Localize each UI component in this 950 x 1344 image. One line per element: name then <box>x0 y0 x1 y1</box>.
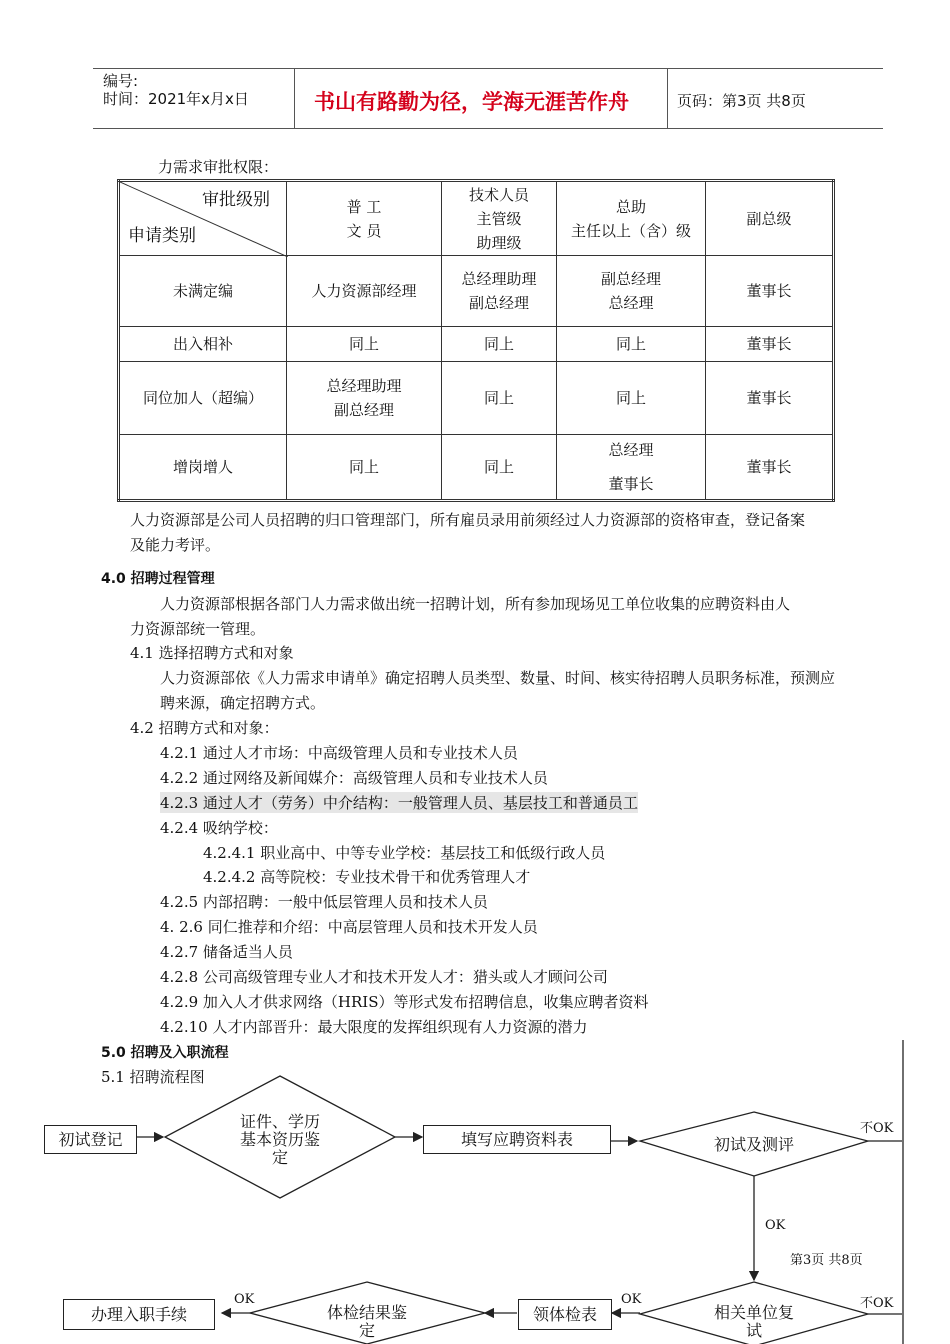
col-header-1: 普 工 文 员 <box>287 181 442 256</box>
para-2b: 力资源部统一管理。 <box>130 620 266 638</box>
ok-label-1: OK <box>765 1218 786 1233</box>
list-item: 4.2.8 公司高级管理专业人才和技术开发人才：猎头或人才顾问公司 <box>160 968 608 986</box>
corner-top-label: 审批级别 <box>202 190 270 210</box>
table-cell: 同上 <box>442 362 557 435</box>
table-cell: 同上 <box>287 435 442 501</box>
header-motto: 书山有路勤为径，学海无涯苦作舟 <box>314 90 629 114</box>
verify-text: 证件、学历 基本资历鉴 定 <box>239 1112 320 1167</box>
list-item: 4.2.1 通过人才市场：中高级管理人员和专业技术人员 <box>160 744 518 762</box>
section-4-1: 4.1 选择招聘方式和对象 <box>130 644 294 662</box>
row-category: 增岗增人 <box>119 435 287 501</box>
para-1a: 人力资源部是公司人员招聘的归口管理部门，所有雇员录用前须经过人力资源部的资格审查，登记备案 <box>130 511 806 529</box>
col-header-2: 技术人员 主管级 助理级 <box>442 181 557 256</box>
onboarding-box: 办理入职手续 <box>63 1299 215 1330</box>
not-ok-label-2: 不OK <box>860 1296 894 1311</box>
row-category: 出入相补 <box>119 327 287 362</box>
table-cell: 同上 <box>442 327 557 362</box>
retest-text: 相关单位复 试 <box>713 1303 794 1340</box>
list-item-highlighted: 4.2.3 通过人才（劳务）中介结构：一般管理人员、基层技工和普通员工 <box>160 794 638 812</box>
table-cell: 同上 <box>287 327 442 362</box>
table-cell: 同上 <box>557 362 706 435</box>
header-number: 编号: <box>103 72 139 90</box>
table-cell: 董事长 <box>706 256 834 327</box>
header-time: 时间：2021年x月x日 <box>103 90 249 108</box>
table-cell: 董事长 <box>706 435 834 501</box>
table-cell: 人力资源部经理 <box>287 256 442 327</box>
table-cell: 同上 <box>442 435 557 501</box>
ok-label-3: OK <box>621 1292 642 1307</box>
list-item: 4.2.2 通过网络及新闻媒介：高级管理人员和专业技术人员 <box>160 769 548 787</box>
fill-form-box: 填写应聘资料表 <box>423 1125 611 1154</box>
row-category: 未满定编 <box>119 256 287 327</box>
para-3a: 人力资源部依《人力需求申请单》确定招聘人员类型、数量、时间、核实待招聘人员职务标准，预测应 <box>160 669 836 687</box>
row-category: 同位加人（超编） <box>119 362 287 435</box>
section-5-heading: 5.0 招聘及入职流程 <box>101 1045 229 1061</box>
intro-line: 力需求审批权限： <box>158 158 279 176</box>
exam-text: 体检结果鉴 定 <box>326 1303 407 1340</box>
section-4-2: 4.2 招聘方式和对象： <box>130 719 279 737</box>
list-item: 4. 2.6 同仁推荐和介绍：中高层管理人员和技术开发人员 <box>160 918 538 936</box>
list-item: 4.2.4 吸纳学校： <box>160 819 278 837</box>
not-ok-label-1: 不OK <box>860 1121 894 1136</box>
interview-text: 初试及测评 <box>713 1135 794 1154</box>
table-cell: 总经理助理 副总经理 <box>442 256 557 327</box>
para-2a: 人力资源部根据各部门人力需求做出统一招聘计划，所有参加现场见工单位收集的应聘资料由人 <box>160 595 791 613</box>
list-item: 4.2.4.2 高等院校：专业技术骨干和优秀管理人才 <box>203 868 531 886</box>
corner-bottom-label: 申请类别 <box>128 226 196 246</box>
list-item: 4.2.10 人才内部晋升：最大限度的发挥组织现有人力资源的潜力 <box>160 1018 588 1036</box>
list-item: 4.2.5 内部招聘：一般中低层管理人员和技术人员 <box>160 893 488 911</box>
initial-register-box: 初试登记 <box>44 1125 137 1154</box>
list-item: 4.2.4.1 职业高中、中等专业学校：基层技工和低级行政人员 <box>203 844 606 862</box>
col-header-4: 副总级 <box>706 181 834 256</box>
exam-form-box: 领体检表 <box>518 1299 612 1330</box>
list-item: 4.2.9 加入人才供求网络（HRIS）等形式发布招聘信息，收集应聘者资料 <box>160 993 649 1011</box>
section-4-heading: 4.0 招聘过程管理 <box>101 571 215 587</box>
col-header-3: 总助 主任以上（含）级 <box>557 181 706 256</box>
table-cell: 总经理 董事长 <box>557 435 706 501</box>
page-footer: 第3页 共8页 <box>790 1253 863 1268</box>
ok-label-2: OK <box>234 1292 255 1307</box>
section-5-1: 5.1 招聘流程图 <box>101 1068 205 1086</box>
table-cell: 同上 <box>557 327 706 362</box>
table-cell: 董事长 <box>706 362 834 435</box>
table-cell: 总经理助理 副总经理 <box>287 362 442 435</box>
para-1b: 及能力考评。 <box>130 536 221 554</box>
para-3b: 聘来源，确定招聘方式。 <box>160 694 326 712</box>
header-page-info: 页码：第3页 共8页 <box>677 92 806 110</box>
list-item: 4.2.7 储备适当人员 <box>160 943 293 961</box>
table-cell: 董事长 <box>706 327 834 362</box>
table-cell: 副总经理 总经理 <box>557 256 706 327</box>
